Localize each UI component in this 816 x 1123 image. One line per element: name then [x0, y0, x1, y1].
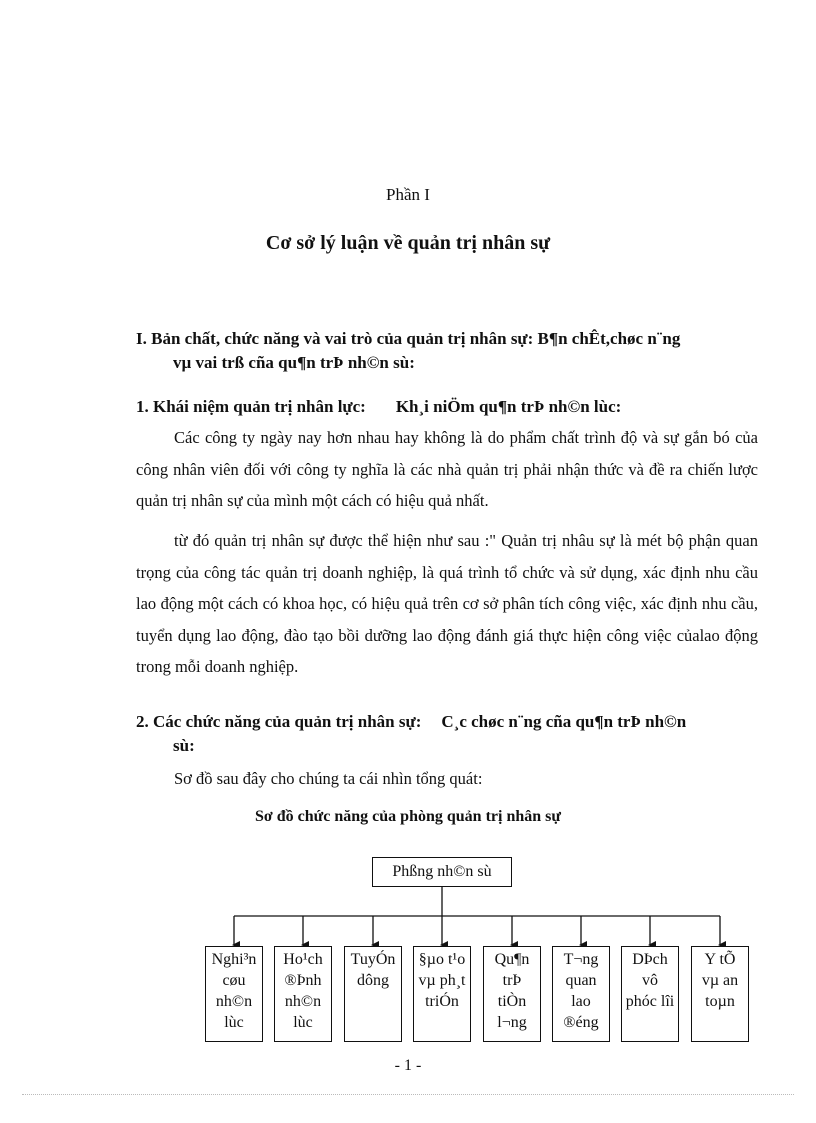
- diagram-child-line: vô: [642, 972, 658, 989]
- diagram-child-line: ®éng: [563, 1014, 599, 1031]
- diagram-child-line: DÞch: [632, 951, 668, 968]
- page-number: - 1 -: [394, 1057, 422, 1074]
- diagram-child-line: phóc lîi: [625, 993, 675, 1010]
- diagram-child-line: Ho¹ch: [283, 951, 323, 968]
- diagram-child-box: [552, 946, 610, 1042]
- diagram-child-line: vµ ph¸t: [418, 972, 466, 989]
- diagram-child-box: [413, 946, 471, 1042]
- diagram-child-line: Qu¶n: [494, 951, 530, 968]
- diagram-child-line: cøu: [222, 972, 246, 989]
- diagram-child-line: lao: [571, 993, 591, 1010]
- diagram-child-line: tiÒn: [497, 993, 527, 1010]
- paragraph-2-text: từ đó quản trị nhân sự được thể hiện như sau :" Quản trị nhâu sự là mét bộ phận quan trọng của công tác quản trị doanh nghiệp, là quá trình tổ chức và sử dụng, xác định nhu cầu lao động một cách có khoa học, có hiệu quả trên cơ sở phân tích công việc, xác định nhu cầu, tuyển dụng lao động, đào tạo bồi dưỡng lao động đánh giá thực hiện công việc củalao động trong mỗi doanh nghiệp.: [136, 531, 758, 676]
- diagram-child-box: [344, 946, 402, 1042]
- diagram-child-line: Nghi³n: [211, 951, 257, 968]
- section-1-heading-text: I. Bản chất, chức năng và vai trò của quản trị nhân sự:: [136, 329, 534, 348]
- diagram-child-line: T¬ng: [563, 951, 599, 968]
- diagram-child-box: [621, 946, 679, 1042]
- diagram-child-line: Y tÕ: [704, 951, 736, 968]
- footer-divider: [22, 1094, 794, 1095]
- subsection-2-heading-garbled-a: C¸c chøc n¨ng cña qu¶n trÞ nh©n: [441, 712, 687, 731]
- diagram-child-line: vµ an: [701, 972, 739, 989]
- subsection-2-heading-text: 2. Các chức năng của quản trị nhân sự:: [136, 712, 422, 731]
- diagram-child-line: lùc: [224, 1014, 244, 1031]
- section-1-heading-garbled-a: B¶n chÊt,chøc n¨ng: [537, 329, 681, 348]
- diagram-child-line: toµn: [705, 993, 735, 1010]
- paragraph-3-text: Sơ đồ sau đây cho chúng ta cái nhìn tổng quát:: [174, 769, 483, 788]
- diagram-child-line: triÓn: [425, 993, 459, 1010]
- diagram-child-line: TuyÓn: [350, 951, 396, 968]
- diagram-root-box: Phßng nh©n sù: [372, 857, 512, 887]
- diagram-child-box: [205, 946, 263, 1042]
- diagram-child-line: quan: [565, 972, 597, 989]
- diagram-child-line: trÞ: [502, 972, 522, 989]
- diagram-child-line: lùc: [293, 1014, 313, 1031]
- diagram-child-box: [691, 946, 749, 1042]
- subsection-1-heading-text: 1. Khái niệm quản trị nhân lực:: [136, 397, 366, 416]
- subsection-1-heading-garbled: Kh¸i niÖm qu¶n trÞ nh©n lùc:: [395, 397, 622, 416]
- diagram-child-line: ®Þnh: [284, 972, 322, 989]
- diagram-child-line: nh©n: [284, 993, 322, 1010]
- subsection-2-heading-line2: sù:: [173, 736, 195, 755]
- diagram-child-line: dông: [357, 972, 389, 989]
- diagram-child-box: [483, 946, 541, 1042]
- diagram-child-box: [274, 946, 332, 1042]
- diagram-title: Sơ đồ chức năng của phòng quản trị nhân sự: [255, 808, 561, 825]
- paragraph-1-text: Các công ty ngày nay hơn nhau hay không là do phẩm chất trình độ và sự gắn bó của công nhân viên đối với công ty nghĩa là các nhà quản trị phải nhận thức và đề ra chiến lược quản trị nhân sự của mình một cách có hiệu quả nhất.: [136, 428, 758, 510]
- diagram-child-line: nh©n: [215, 993, 253, 1010]
- diagram-child-line: l¬ng: [497, 1014, 527, 1031]
- page-title: Cơ sở lý luận về quản trị nhân sự: [265, 232, 551, 254]
- diagram-child-line: §µo t¹o: [418, 951, 466, 968]
- section-1-heading-line2: vµ vai trß cña qu¶n trÞ nh©n sù:: [173, 353, 415, 372]
- part-label: Phần I: [386, 185, 430, 204]
